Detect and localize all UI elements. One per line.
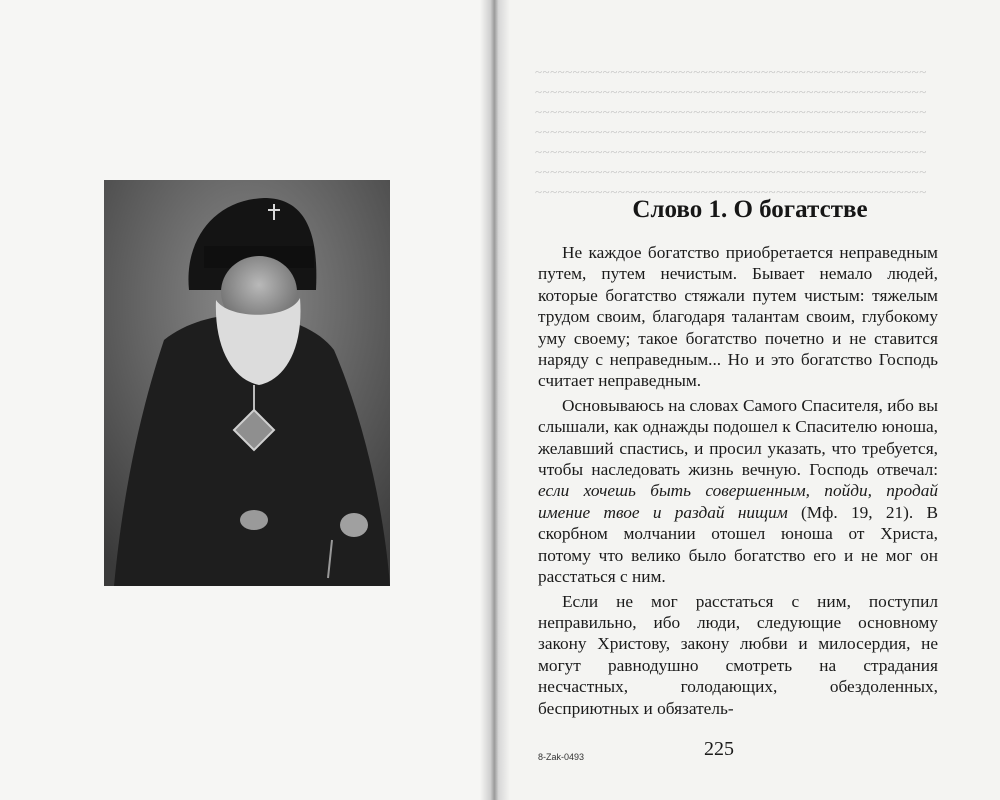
paragraph-2-end: (Мф. 19, 21). В скорбном молчании отошел юноша от Христа, потому что велико было богатство его и не мог он расстаться с ним. (538, 502, 938, 587)
paragraph-2-start: Основываюсь на словах Самого Спасителя, ибо вы слышали, как однажды подошел к Спасителю юноша, желавший спастись, и просил указать, что требуется, чтобы наследовать жизнь вечную. Господь отвечал: (538, 395, 938, 480)
body-text (538, 242, 938, 719)
portrait-illustration (104, 180, 390, 586)
paragraph-1: Не каждое богатство приобретается неправедным путем, путем нечистым. Бывает немало людей, которые богатство стяжали путем чистым: тяжелым трудом своим, благодаря талантам своим, глубокому уму своему; такое богатство почетно и не ставится наряду с неправедным... Но и это богатство Господь считает неправедным. (538, 243, 938, 391)
paragraph-3: Если не мог расстаться с ним, поступил неправильно, ибо люди, следующие основному закону Христову, закону любви и милосердия, не могут равнодушно смотреть на страдания несчастных, голодающих, обездоленных, бесприютных и обязатель- (538, 591, 938, 718)
left-page (0, 0, 490, 800)
book-gutter (480, 0, 510, 800)
page-number: 225 (704, 738, 734, 760)
bleed-through-text: ~~~~~~~~~~~~~~~~~~~~~~~~~~~~~~~~~~~~~~~~~~~~~~~~~~~~ ~~~~~~~~~~~~~~~~~~~~~~~~~~~~~~~~~~~~~~~~~~~~~~~~~~~~ ~~~~~~~~~~~~~~~~~~~~~~~~~~~~~~~~~~~~~~~~~~~~~~~~~~~~ ~~~~~~~~~~~~~~~~~~~~~~~~~~~~~~~~~~~~~~~~~~~~~~~~~~~~ ~~~~~~~~~~~~~~~~~~~~~~~~~~~~~~~~~~~~~~~~~~~~~~~~~~~~ ~~~~~~~~~~~~~~~~~~~~~~~~~~~~~~~~~~~~~~~~~~~~~~~~~~~~ ~~~~~~~~~~~~~~~~~~~~~~~~~~~~~~~~~~~~~~~~~~~~~~~~~~~~ (535, 64, 927, 199)
print-code: 8-Zak-0493 (538, 752, 585, 762)
portrait-photo (104, 180, 390, 586)
chapter-title: Слово 1. О богатстве (632, 196, 868, 223)
scripture-quote: если хочешь быть совершенным, пойди, продай имение твое и раздай нищим (538, 481, 938, 522)
paragraph-2 (538, 395, 938, 588)
